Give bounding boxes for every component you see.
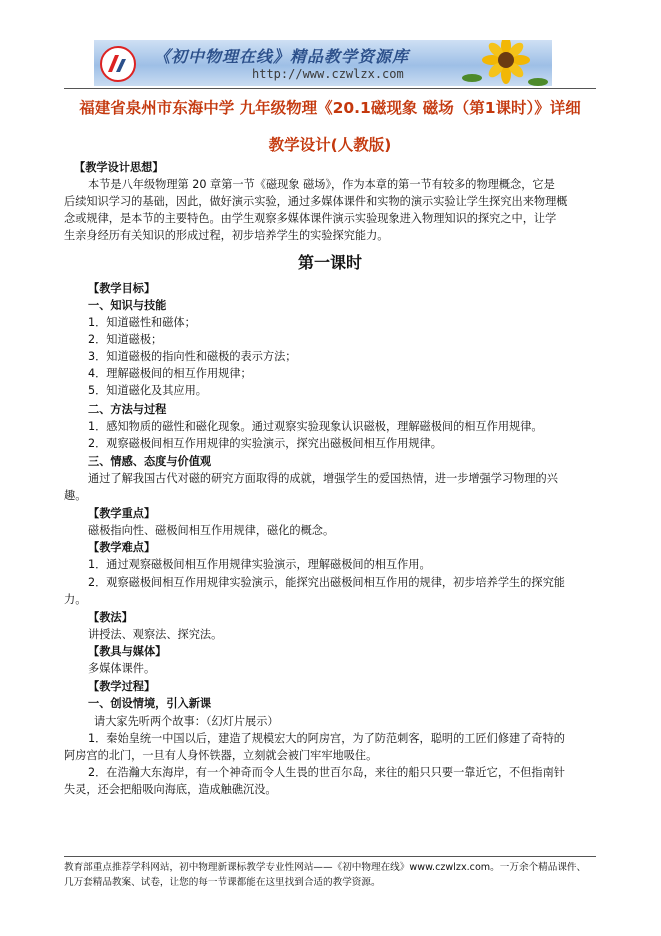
knowledge-item: 3．知道磁极的指向性和磁极的表示方法； bbox=[88, 350, 297, 363]
knowledge-item: 4．理解磁极间的相互作用规律； bbox=[88, 367, 252, 380]
method-item: 2．观察磁极间相互作用规律的实验演示，探究出磁极间相互作用规律。 bbox=[88, 437, 442, 450]
knowledge-item: 5．知道磁化及其应用。 bbox=[88, 384, 207, 397]
footer-line: 教育部重点推荐学科网站，初中物理新课标教学专业性网站——《初中物理在线》www.czwlzx.com。一万余个精品课件、 bbox=[64, 862, 587, 873]
header-rule bbox=[64, 88, 596, 89]
teaching-method-text: 讲授法、观察法、探究法。 bbox=[88, 628, 223, 641]
process-intro: 请大家先听两个故事：（幻灯片展示） bbox=[94, 715, 279, 728]
difficulty-line: 2．观察磁极间相互作用规律实验演示，能探究出磁极间相互作用的规律，初步培养学生的探究能 bbox=[88, 576, 565, 589]
story-line: 阿房宫的北门，一旦有人身怀铁器，立刻就会被门牢牢地吸住。 bbox=[64, 749, 378, 762]
process-step-heading: 一、创设情境，引入新课 bbox=[88, 697, 212, 710]
knowledge-item: 1．知道磁性和磁体； bbox=[88, 316, 196, 329]
difficulty-line: 力。 bbox=[64, 593, 87, 606]
header-banner bbox=[94, 40, 552, 86]
doc-title-line-1: 福建省泉州市东海中学 九年级物理《20.1磁现象 磁场（第1课时）》详细 bbox=[79, 99, 581, 117]
doc-title-line-2: 教学设计(人教版) bbox=[268, 136, 392, 154]
teaching-method-heading: 【教法】 bbox=[88, 611, 133, 624]
design-line: 生亲身经历有关知识的形成过程，初步培养学生的实验探究能力。 bbox=[64, 229, 389, 242]
design-heading: 【教学设计思想】 bbox=[74, 161, 164, 174]
knowledge-heading: 一、知识与技能 bbox=[88, 299, 167, 312]
lesson-heading: 第一课时 bbox=[297, 253, 362, 272]
design-line: 本节是八年级物理第 20 章第一节《磁现象 磁场》，作为本章的第一节有较多的物理概念，它是 bbox=[88, 178, 555, 191]
key-points-text: 磁极指向性、磁极间相互作用规律，磁化的概念。 bbox=[88, 524, 335, 537]
design-line: 后续知识学习的基础，因此，做好演示实验，通过多媒体课件和实物的演示实验让学生探究出来物理概 bbox=[64, 195, 568, 208]
difficulty-line: 1．通过观察磁极间相互作用规律实验演示，理解磁极间的相互作用。 bbox=[88, 558, 431, 571]
tools-heading: 【教具与媒体】 bbox=[88, 645, 167, 658]
site-logo-icon bbox=[100, 46, 136, 82]
key-points-heading: 【教学重点】 bbox=[88, 507, 156, 520]
footer-rule bbox=[64, 856, 596, 857]
sunflower-icon bbox=[458, 40, 548, 86]
emotion-line: 通过了解我国古代对磁的研究方面取得的成就，增强学生的爱国热情，进一步增强学习物理的兴 bbox=[88, 472, 558, 485]
banner-url[interactable]: http://www.czwlzx.com bbox=[252, 67, 404, 81]
emotion-heading: 三、情感、态度与价值观 bbox=[88, 455, 212, 468]
story-line: 2．在浩瀚大东海岸，有一个神奇而令人生畏的世百尔岛，来往的船只只要一靠近它，不但指南针 bbox=[88, 766, 565, 779]
goals-heading: 【教学目标】 bbox=[88, 282, 156, 295]
difficulties-heading: 【教学难点】 bbox=[88, 541, 156, 554]
emotion-line: 趣。 bbox=[64, 489, 87, 502]
footer-line: 几万套精品教案、试卷，让您的每一节课都能在这里找到合适的教学资源。 bbox=[64, 877, 381, 888]
process-heading: 【教学过程】 bbox=[88, 680, 156, 693]
banner-title: 《初中物理在线》精品教学资源库 bbox=[154, 47, 410, 66]
tools-text: 多媒体课件。 bbox=[88, 662, 156, 675]
story-line: 1．秦始皇统一中国以后，建造了规模宏大的阿房宫，为了防范刺客，聪明的工匠们修建了奇特的 bbox=[88, 732, 565, 745]
method-process-heading: 二、方法与过程 bbox=[88, 403, 167, 416]
design-line: 念或规律，是本节的主要特色。由学生观察多媒体课件演示实验现象进入物理知识的探究之中，让学 bbox=[64, 212, 557, 225]
story-line: 失灵，还会把船吸向海底，造成触礁沉没。 bbox=[64, 783, 277, 796]
knowledge-item: 2．知道磁极； bbox=[88, 333, 163, 346]
method-item: 1．感知物质的磁性和磁化现象。通过观察实验现象认识磁极，理解磁极间的相互作用规律。 bbox=[88, 420, 543, 433]
